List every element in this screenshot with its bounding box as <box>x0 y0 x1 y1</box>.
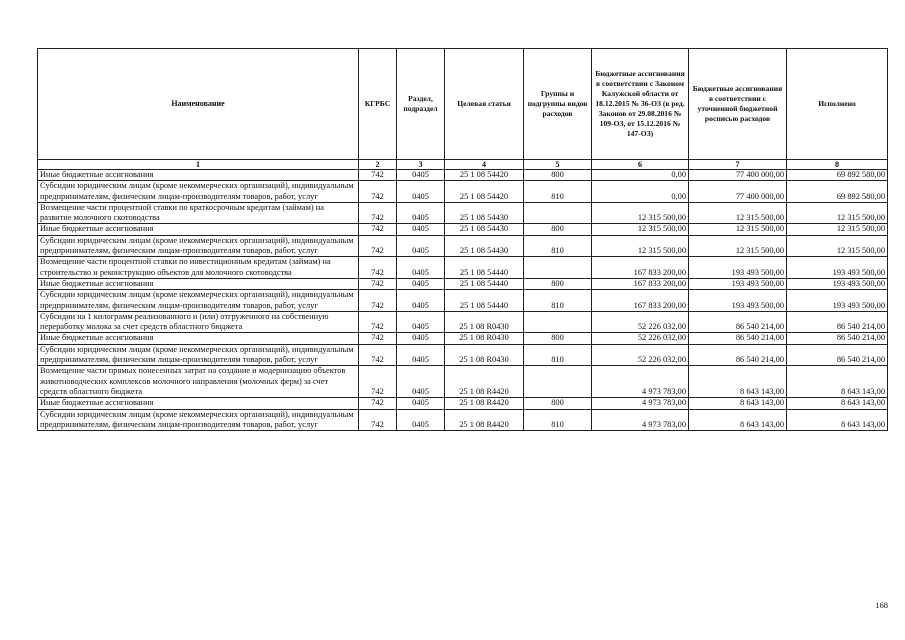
cell-group: 800 <box>524 278 592 289</box>
cell-section: 0405 <box>397 257 445 279</box>
cell-section: 0405 <box>397 409 445 431</box>
column-number: 5 <box>524 160 592 170</box>
budget-table-container <box>37 48 887 431</box>
column-number: 3 <box>397 160 445 170</box>
cell-name: Субсидии на 1 килограмм реализованного и (или) отгруженного на собственную переработку молока за счет средств областного бюджета <box>38 311 359 333</box>
column-number-row <box>38 160 888 170</box>
cell-kgrbs: 742 <box>359 235 397 257</box>
cell-law: 167 833 200,00 <box>592 290 689 312</box>
table-row <box>38 290 888 312</box>
cell-name: Возмещение части прямых понесенных затрат на создание и модернизацию объектов животноводческих комплексов молочного направления (молочных ферм) за счет средств областного бюджета <box>38 366 359 398</box>
header-kgrbs: КГРБС <box>359 49 397 160</box>
cell-refined: 12 315 500,00 <box>689 224 787 235</box>
table-row <box>38 181 888 203</box>
cell-law: 4 973 783,00 <box>592 409 689 431</box>
cell-target: 25 1 08 54430 <box>445 224 524 235</box>
cell-group: 810 <box>524 290 592 312</box>
table-row <box>38 311 888 333</box>
cell-kgrbs: 742 <box>359 170 397 181</box>
cell-group: 810 <box>524 181 592 203</box>
cell-section: 0405 <box>397 344 445 366</box>
cell-kgrbs: 742 <box>359 333 397 344</box>
cell-target: 25 1 08 54420 <box>445 181 524 203</box>
cell-executed: 193 493 500,00 <box>787 290 888 312</box>
cell-refined: 77 400 000,00 <box>689 170 787 181</box>
cell-name: Иные бюджетные ассигнования <box>38 170 359 181</box>
cell-group: 800 <box>524 333 592 344</box>
cell-group: 810 <box>524 235 592 257</box>
cell-refined: 86 540 214,00 <box>689 311 787 333</box>
column-number: 4 <box>445 160 524 170</box>
cell-name: Субсидии юридическим лицам (кроме некоммерческих организаций), индивидуальным предпринимателям, физическим лицам-производителям товаров, работ, услуг <box>38 235 359 257</box>
header-executed: Исполнено <box>787 49 888 160</box>
header-section: Раздел, подраздел <box>397 49 445 160</box>
cell-section: 0405 <box>397 278 445 289</box>
cell-law: 12 315 500,00 <box>592 235 689 257</box>
table-row <box>38 224 888 235</box>
cell-refined: 8 643 143,00 <box>689 409 787 431</box>
cell-name: Возмещение части процентной ставки по инвестиционным кредитам (займам) на строительство и реконструкцию объектов для молочного скотоводства <box>38 257 359 279</box>
cell-law: 4 973 783,00 <box>592 366 689 398</box>
cell-executed: 86 540 214,00 <box>787 311 888 333</box>
cell-executed: 12 315 500,00 <box>787 224 888 235</box>
column-number: 6 <box>592 160 689 170</box>
budget-table <box>37 48 888 431</box>
column-number: 7 <box>689 160 787 170</box>
cell-kgrbs: 742 <box>359 278 397 289</box>
cell-executed: 8 643 143,00 <box>787 398 888 409</box>
cell-kgrbs: 742 <box>359 398 397 409</box>
table-row <box>38 202 888 224</box>
cell-target: 25 1 08 54430 <box>445 235 524 257</box>
table-row <box>38 366 888 398</box>
cell-target: 25 1 08 54430 <box>445 202 524 224</box>
cell-target: 25 1 08 R4420 <box>445 409 524 431</box>
cell-group: 810 <box>524 344 592 366</box>
cell-executed: 8 643 143,00 <box>787 366 888 398</box>
column-number: 8 <box>787 160 888 170</box>
cell-group <box>524 366 592 398</box>
header-target: Целевая статья <box>445 49 524 160</box>
cell-name: Иные бюджетные ассигнования <box>38 278 359 289</box>
cell-law: 12 315 500,00 <box>592 202 689 224</box>
cell-target: 25 1 08 54440 <box>445 278 524 289</box>
cell-kgrbs: 742 <box>359 344 397 366</box>
cell-name: Субсидии юридическим лицам (кроме некоммерческих организаций), индивидуальным предпринимателям, физическим лицам-производителям товаров, работ, услуг <box>38 290 359 312</box>
cell-refined: 193 493 500,00 <box>689 290 787 312</box>
cell-executed: 193 493 500,00 <box>787 257 888 279</box>
column-number: 2 <box>359 160 397 170</box>
cell-law: 12 315 500,00 <box>592 224 689 235</box>
cell-refined: 8 643 143,00 <box>689 398 787 409</box>
cell-kgrbs: 742 <box>359 290 397 312</box>
cell-kgrbs: 742 <box>359 257 397 279</box>
cell-law: 167 833 200,00 <box>592 257 689 279</box>
cell-name: Иные бюджетные ассигнования <box>38 398 359 409</box>
cell-executed: 86 540 214,00 <box>787 344 888 366</box>
cell-target: 25 1 08 R4420 <box>445 398 524 409</box>
cell-section: 0405 <box>397 170 445 181</box>
header-groups: Группы и подгруппы видов расходов <box>524 49 592 160</box>
cell-group <box>524 311 592 333</box>
cell-group: 800 <box>524 170 592 181</box>
cell-executed: 193 493 500,00 <box>787 278 888 289</box>
cell-section: 0405 <box>397 290 445 312</box>
cell-executed: 69 892 580,00 <box>787 181 888 203</box>
cell-law: 167 833 200,00 <box>592 278 689 289</box>
cell-refined: 193 493 500,00 <box>689 257 787 279</box>
cell-section: 0405 <box>397 235 445 257</box>
cell-name: Иные бюджетные ассигнования <box>38 333 359 344</box>
table-row <box>38 257 888 279</box>
table-row <box>38 398 888 409</box>
cell-refined: 86 540 214,00 <box>689 333 787 344</box>
cell-section: 0405 <box>397 398 445 409</box>
table-row <box>38 170 888 181</box>
cell-kgrbs: 742 <box>359 224 397 235</box>
cell-law: 52 226 032,00 <box>592 344 689 366</box>
cell-name: Субсидии юридическим лицам (кроме некоммерческих организаций), индивидуальным предпринимателям, физическим лицам-производителям товаров, работ, услуг <box>38 409 359 431</box>
cell-refined: 193 493 500,00 <box>689 278 787 289</box>
cell-section: 0405 <box>397 366 445 398</box>
cell-target: 25 1 08 R0430 <box>445 333 524 344</box>
cell-section: 0405 <box>397 333 445 344</box>
cell-refined: 12 315 500,00 <box>689 202 787 224</box>
cell-name: Возмещение части процентной ставки по краткосрочным кредитам (займам) на развитие молочного скотоводства <box>38 202 359 224</box>
cell-target: 25 1 08 54440 <box>445 257 524 279</box>
cell-target: 25 1 08 R0430 <box>445 311 524 333</box>
cell-kgrbs: 742 <box>359 181 397 203</box>
cell-name: Иные бюджетные ассигнования <box>38 224 359 235</box>
cell-law: 0,00 <box>592 181 689 203</box>
cell-kgrbs: 742 <box>359 311 397 333</box>
cell-name: Субсидии юридическим лицам (кроме некоммерческих организаций), индивидуальным предпринимателям, физическим лицам-производителям товаров, работ, услуг <box>38 181 359 203</box>
cell-refined: 12 315 500,00 <box>689 235 787 257</box>
table-row <box>38 344 888 366</box>
page-number: 168 <box>875 600 888 610</box>
cell-kgrbs: 742 <box>359 409 397 431</box>
cell-group: 800 <box>524 398 592 409</box>
cell-group: 800 <box>524 224 592 235</box>
cell-group: 810 <box>524 409 592 431</box>
cell-kgrbs: 742 <box>359 366 397 398</box>
table-row <box>38 278 888 289</box>
cell-kgrbs: 742 <box>359 202 397 224</box>
cell-target: 25 1 08 R4420 <box>445 366 524 398</box>
header-name: Наименование <box>38 49 359 160</box>
table-row <box>38 235 888 257</box>
table-row <box>38 333 888 344</box>
cell-group <box>524 257 592 279</box>
cell-executed: 12 315 500,00 <box>787 202 888 224</box>
cell-executed: 12 315 500,00 <box>787 235 888 257</box>
cell-executed: 8 643 143,00 <box>787 409 888 431</box>
cell-refined: 8 643 143,00 <box>689 366 787 398</box>
cell-name: Субсидии юридическим лицам (кроме некоммерческих организаций), индивидуальным предпринимателям, физическим лицам-производителям товаров, работ, услуг <box>38 344 359 366</box>
cell-target: 25 1 08 54440 <box>445 290 524 312</box>
cell-executed: 86 540 214,00 <box>787 333 888 344</box>
cell-section: 0405 <box>397 181 445 203</box>
cell-section: 0405 <box>397 224 445 235</box>
cell-refined: 86 540 214,00 <box>689 344 787 366</box>
cell-law: 0,00 <box>592 170 689 181</box>
cell-executed: 69 892 580,00 <box>787 170 888 181</box>
cell-refined: 77 400 000,00 <box>689 181 787 203</box>
header-row <box>38 49 888 160</box>
table-row <box>38 409 888 431</box>
cell-target: 25 1 08 54420 <box>445 170 524 181</box>
cell-section: 0405 <box>397 202 445 224</box>
cell-group <box>524 202 592 224</box>
cell-law: 4 973 783,00 <box>592 398 689 409</box>
cell-law: 52 226 032,00 <box>592 333 689 344</box>
cell-law: 52 226 032,00 <box>592 311 689 333</box>
header-law: Бюджетные ассигнования в соответствии с Законом Калужской области от 18.12.2015 № 36-ОЗ (в ред. Законов от 29.08.2016 № 109-ОЗ, от 15.12.2016 № 147-ОЗ) <box>592 49 689 160</box>
header-refined: Бюджетные ассигнования в соответствии с уточненной бюджетной росписью расходов <box>689 49 787 160</box>
column-number: 1 <box>38 160 359 170</box>
cell-section: 0405 <box>397 311 445 333</box>
cell-target: 25 1 08 R0430 <box>445 344 524 366</box>
